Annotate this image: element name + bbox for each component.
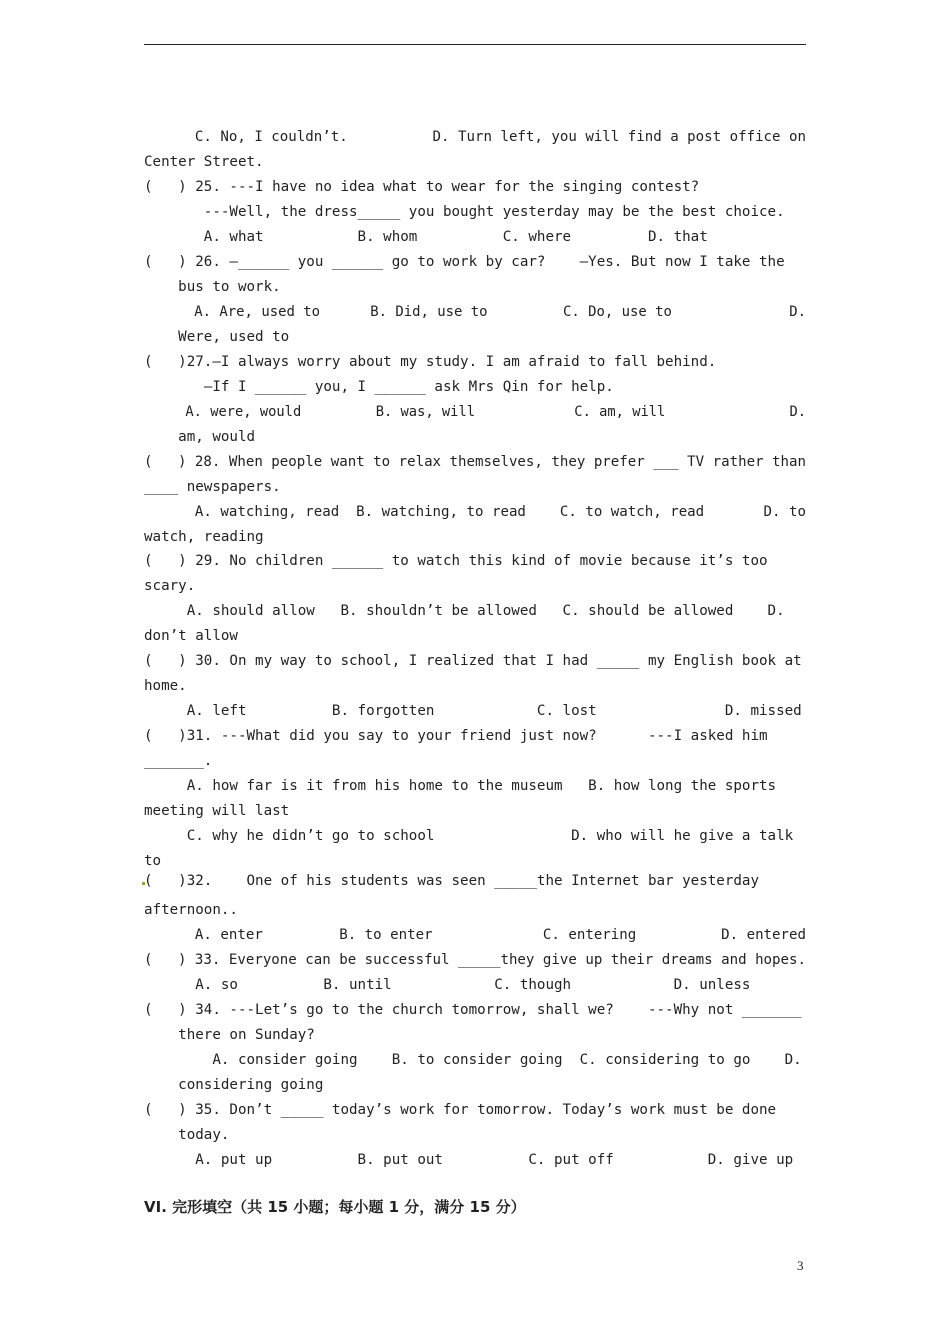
text-line: A. should allow B. shouldn’t be allowed C. should be allowed D.	[144, 603, 785, 619]
text-line: considering going	[144, 1077, 324, 1093]
text-line: A. watching, read B. watching, to read C. to watch, read D. to	[144, 504, 806, 520]
text-line: am, would	[144, 429, 256, 445]
text-line: ( ) 35. Don’t _____ today’s work for tomorrow. Today’s work must be done	[144, 1102, 777, 1118]
text-line: ---Well, the dress_____ you bought yesterday may be the best choice.	[144, 204, 785, 220]
text-line: A. how far is it from his home to the museum B. how long the sports	[144, 778, 777, 794]
text-line: Center Street.	[144, 154, 264, 170]
text-line: scary.	[144, 578, 196, 594]
text-line: A. left B. forgotten C. lost D. missed	[144, 703, 802, 719]
text-line: home.	[144, 678, 187, 694]
text-line: meeting will last	[144, 803, 290, 819]
text-line: ( )31. ---What did you say to your friend just now? ---I asked him	[144, 728, 768, 744]
text-line: there on Sunday?	[144, 1027, 315, 1043]
text-line: ( ) 25. ---I have no idea what to wear for the singing contest?	[144, 179, 700, 195]
text-line: ( )27.—I always worry about my study. I am afraid to fall behind.	[144, 354, 717, 370]
text-line: —If I ______ you, I ______ ask Mrs Qin for help.	[144, 379, 614, 395]
text-line: ( ) 30. On my way to school, I realized that I had _____ my English book at	[144, 653, 802, 669]
text-line: today.	[144, 1127, 230, 1143]
text-line: ____ newspapers.	[144, 479, 281, 495]
text-line: ( ) 26. —______ you ______ go to work by car? —Yes. But now I take the	[144, 254, 785, 270]
text-line: don’t allow	[144, 628, 238, 644]
text-line: watch, reading	[144, 529, 264, 545]
header-rule	[144, 44, 806, 45]
page-number: 3	[797, 1258, 804, 1273]
text-line: C. why he didn’t go to school D. who will he give a talk	[144, 828, 794, 844]
text-line: A. put up B. put out C. put off D. give up	[144, 1152, 794, 1168]
text-line: A. enter B. to enter C. entering D. entered	[144, 927, 806, 943]
text-line: to	[144, 853, 162, 869]
text-line: A. Are, used to B. Did, use to C. Do, use to D.	[144, 304, 806, 320]
text-line: A. consider going B. to consider going C. considering to go D.	[144, 1052, 802, 1068]
text-line: _______.	[144, 753, 213, 769]
text-line: C. No, I couldn’t. D. Turn left, you will find a post office on	[144, 129, 806, 145]
text-line: ( ) 33. Everyone can be successful _____they give up their dreams and hopes.	[144, 952, 806, 968]
text-line: ( )32. One of his students was seen _____the Internet bar yesterday	[144, 873, 759, 889]
text-line: ( ) 29. No children ______ to watch this kind of movie because it’s too	[144, 553, 768, 569]
text-line: bus to work.	[144, 279, 281, 295]
text-line: A. so B. until C. though D. unless	[144, 977, 751, 993]
text-line: Were, used to	[144, 329, 290, 345]
text-line: afternoon..	[144, 902, 238, 918]
text-line: ( ) 34. ---Let’s go to the church tomorrow, shall we? ---Why not _______	[144, 1002, 802, 1018]
section-heading: VI. 完形填空（共 15 小题；每小题 1 分，满分 15 分）	[144, 1198, 526, 1216]
text-line: A. what B. whom C. where D. that	[144, 229, 708, 245]
text-line: A. were, would B. was, will C. am, will D.	[144, 404, 806, 420]
text-line: ( ) 28. When people want to relax themselves, they prefer ___ TV rather than	[144, 454, 806, 470]
